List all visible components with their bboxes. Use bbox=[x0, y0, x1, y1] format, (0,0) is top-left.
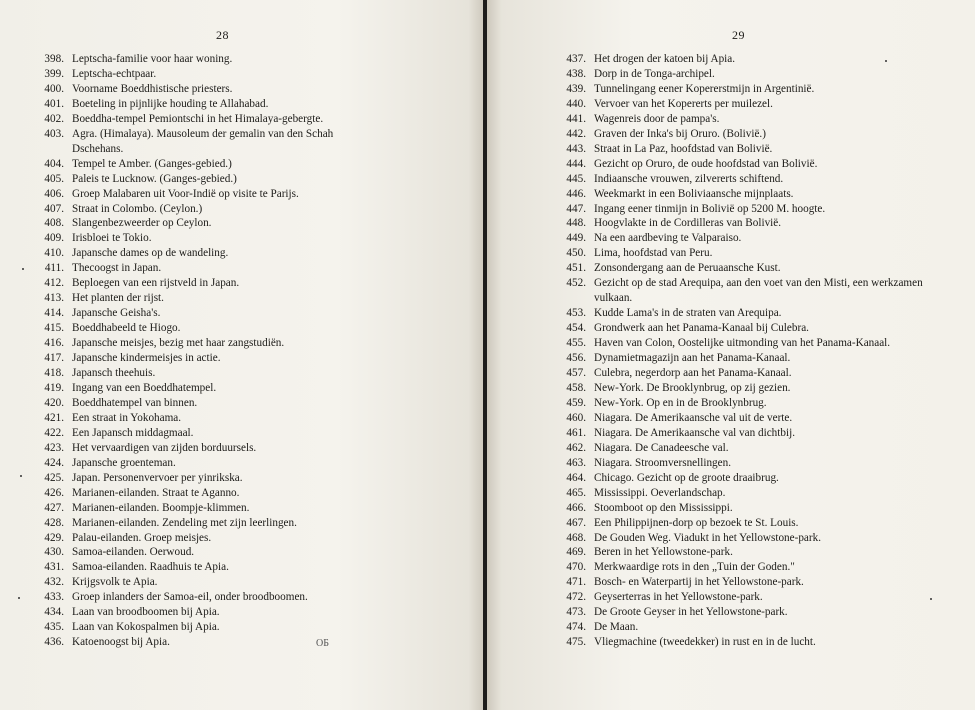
entry-text: Laan van broodboomen bij Apia. bbox=[72, 606, 220, 619]
entry-number: 417. bbox=[44, 352, 64, 365]
entry-text: Wagenreis door de pampa's. bbox=[594, 112, 720, 125]
entry-text: Hoogvlakte in de Cordilleras van Bolivië. bbox=[594, 217, 782, 230]
list-item bbox=[30, 426, 380, 441]
entry-text: Boeddhabeeld te Hiogo. bbox=[72, 322, 181, 335]
list-item bbox=[552, 351, 952, 366]
entry-number: 435. bbox=[44, 621, 64, 634]
list-item bbox=[552, 142, 952, 157]
entry-text: Katoenoogst bij Apia. bbox=[72, 636, 170, 649]
list-item bbox=[30, 291, 380, 306]
entry-number: 424. bbox=[44, 456, 64, 469]
list-item bbox=[552, 261, 952, 276]
entry-list-right bbox=[552, 52, 952, 650]
entry-text: Marianen-eilanden. Zendeling met zijn leerlingen. bbox=[72, 516, 297, 529]
entry-number: 434. bbox=[44, 606, 64, 619]
entry-number: 447. bbox=[566, 202, 586, 215]
entry-text: Een Philippijnen-dorp op bezoek te St. Louis. bbox=[594, 516, 799, 529]
list-item bbox=[552, 97, 952, 112]
entry-text: Merkwaardige rots in den „Tuin der Goden." bbox=[594, 561, 795, 574]
list-item bbox=[30, 306, 380, 321]
entry-number: 415. bbox=[44, 322, 64, 335]
entry-number: 432. bbox=[44, 576, 64, 589]
entry-text: Krijgsvolk te Apia. bbox=[72, 576, 158, 589]
entry-number: 399. bbox=[44, 67, 64, 80]
entry-number: 464. bbox=[566, 471, 586, 484]
entry-number: 470. bbox=[566, 561, 586, 574]
list-item bbox=[30, 396, 380, 411]
entry-text: Grondwerk aan het Panama-Kanaal bij Culebra. bbox=[594, 322, 809, 335]
entry-text: Japan. Personenvervoer per yinrikska. bbox=[72, 471, 243, 484]
entry-text: Samoa-eilanden. Oerwoud. bbox=[72, 546, 195, 559]
entry-text: Beploegen van een rijstveld in Japan. bbox=[72, 277, 240, 290]
entry-number: 425. bbox=[44, 471, 64, 484]
entry-number: 412. bbox=[44, 277, 64, 290]
entry-number: 410. bbox=[44, 247, 64, 260]
list-item bbox=[552, 157, 952, 172]
entry-number: 401. bbox=[44, 97, 64, 110]
entry-number: 408. bbox=[44, 217, 64, 230]
entry-number: 406. bbox=[44, 187, 64, 200]
entry-number: 420. bbox=[44, 396, 64, 409]
list-item bbox=[552, 396, 952, 411]
entry-number: 405. bbox=[44, 172, 64, 185]
entry-number: 441. bbox=[566, 112, 586, 125]
list-item bbox=[552, 560, 952, 575]
entry-text: Vliegmachine (tweedekker) in rust en in de lucht. bbox=[594, 636, 816, 649]
entry-text: Het planten der rijst. bbox=[72, 292, 164, 305]
list-item bbox=[30, 516, 380, 531]
list-item bbox=[30, 411, 380, 426]
entry-number: 402. bbox=[44, 112, 64, 125]
page-number-right: 29 bbox=[732, 28, 745, 42]
entry-text: Geyserterras in het Yellowstone-park. bbox=[594, 591, 763, 604]
entry-text: Bosch- en Waterpartij in het Yellowstone-park. bbox=[594, 576, 804, 589]
list-item bbox=[552, 336, 952, 351]
entry-number: 431. bbox=[44, 561, 64, 574]
entry-number: 455. bbox=[566, 337, 586, 350]
list-item bbox=[552, 187, 952, 202]
list-item bbox=[552, 112, 952, 127]
entry-text: Leptscha-familie voor haar woning. bbox=[72, 53, 233, 65]
entry-text: Dorp in de Tonga-archipel. bbox=[594, 67, 715, 80]
entry-text: Boeddha-tempel Pemiontschi in het Himalaya-gebergte. bbox=[72, 112, 324, 125]
entry-number: 437. bbox=[566, 53, 586, 65]
entry-number: 445. bbox=[566, 172, 586, 185]
entry-text: Haven van Colon, Oostelijke uitmonding van het Panama-Kanaal. bbox=[594, 337, 891, 350]
entry-text: Een Japansch middagmaal. bbox=[72, 426, 194, 439]
entry-text: Thecoogst in Japan. bbox=[72, 262, 162, 275]
list-item bbox=[30, 545, 380, 560]
list-item bbox=[552, 486, 952, 501]
list-item bbox=[552, 52, 952, 67]
entry-text: Straat in La Paz, hoofdstad van Bolivië. bbox=[594, 142, 773, 155]
entry-text: Kudde Lama's in de straten van Arequipa. bbox=[594, 307, 782, 320]
ink-speck bbox=[20, 475, 22, 477]
list-item bbox=[552, 366, 952, 381]
entry-text: De Groote Geyser in het Yellowstone-park. bbox=[594, 606, 788, 619]
list-item bbox=[552, 172, 952, 187]
list-item bbox=[552, 276, 952, 306]
entry-number: 465. bbox=[566, 486, 586, 499]
list-item bbox=[552, 545, 952, 560]
entry-number: 460. bbox=[566, 411, 586, 424]
entry-number: 453. bbox=[566, 307, 586, 320]
list-item bbox=[30, 231, 380, 246]
entry-number: 457. bbox=[566, 367, 586, 380]
list-item bbox=[30, 620, 380, 635]
list-item bbox=[552, 575, 952, 590]
entry-text: Ingang van een Boeddhatempel. bbox=[72, 381, 217, 394]
entry-text: Tempel te Amber. (Ganges-gebied.) bbox=[72, 157, 232, 170]
entry-number: 444. bbox=[566, 157, 586, 170]
list-item bbox=[552, 67, 952, 82]
list-item bbox=[552, 381, 952, 396]
entry-number: 422. bbox=[44, 426, 64, 439]
entry-number: 416. bbox=[44, 337, 64, 350]
entry-number: 421. bbox=[44, 411, 64, 424]
entry-text: Groep Malabaren uit Voor-Indië op visite te Parijs. bbox=[72, 187, 299, 200]
entry-number: 427. bbox=[44, 501, 64, 514]
entry-number: 448. bbox=[566, 217, 586, 230]
list-item bbox=[552, 426, 952, 441]
entry-number: 419. bbox=[44, 381, 64, 394]
entry-text: Zonsondergang aan de Peruaansche Kust. bbox=[594, 262, 781, 275]
right-page bbox=[487, 0, 975, 710]
entry-number: 467. bbox=[566, 516, 586, 529]
list-item bbox=[30, 52, 380, 67]
entry-text: Marianen-eilanden. Straat te Aganno. bbox=[72, 486, 240, 499]
entry-text: De Gouden Weg. Viadukt in het Yellowstone-park. bbox=[594, 531, 822, 544]
entry-text: Graven der Inka's bij Oruro. (Bolivië.) bbox=[594, 127, 766, 140]
entry-number: 440. bbox=[566, 97, 586, 110]
entry-text: Ingang eener tinmijn in Bolivië op 5200 M. hoogte. bbox=[594, 202, 826, 215]
entry-number: 414. bbox=[44, 307, 64, 320]
entry-number: 461. bbox=[566, 426, 586, 439]
entry-text: Vervoer van het Kopererts per muilezel. bbox=[594, 97, 773, 110]
list-item bbox=[552, 216, 952, 231]
list-item bbox=[30, 605, 380, 620]
entry-text: Het drogen der katoen bij Apia. bbox=[594, 53, 736, 65]
list-item bbox=[30, 216, 380, 231]
entry-number: 473. bbox=[566, 606, 586, 619]
entry-text: Irisbloei te Tokio. bbox=[72, 232, 152, 245]
entry-number: 463. bbox=[566, 456, 586, 469]
entry-text: Japansche meisjes, bezig met haar zangstudiën. bbox=[72, 337, 285, 350]
entry-number: 442. bbox=[566, 127, 586, 140]
entry-text: New-York. Op en in de Brooklynbrug. bbox=[594, 396, 767, 409]
list-item bbox=[30, 351, 380, 366]
entry-number: 429. bbox=[44, 531, 64, 544]
entry-text: Gezicht op Oruro, de oude hoofdstad van Bolivië. bbox=[594, 157, 818, 170]
list-item bbox=[30, 97, 380, 112]
entry-text: Samoa-eilanden. Raadhuis te Apia. bbox=[72, 561, 229, 574]
list-item bbox=[552, 441, 952, 456]
entry-number: 450. bbox=[566, 247, 586, 260]
list-item bbox=[552, 471, 952, 486]
entry-text: Marianen-eilanden. Boompje-klimmen. bbox=[72, 501, 250, 514]
entry-text: Culebra, negerdorp aan het Panama-Kanaal. bbox=[594, 367, 792, 380]
entry-number: 409. bbox=[44, 232, 64, 245]
entry-text: Japansche groenteman. bbox=[72, 456, 176, 469]
entry-text: Niagara. De Canadeesche val. bbox=[594, 441, 729, 454]
entry-number: 471. bbox=[566, 576, 586, 589]
entry-text: Dynamietmagazijn aan het Panama-Kanaal. bbox=[594, 352, 791, 365]
list-item bbox=[30, 67, 380, 82]
entry-text: Boeddhatempel van binnen. bbox=[72, 396, 198, 409]
list-item bbox=[30, 471, 380, 486]
list-item bbox=[30, 456, 380, 471]
entry-text: Gezicht op de stad Arequipa, aan den voet van den Misti, een werkzamen vulkaan. bbox=[594, 277, 923, 305]
entry-number: 407. bbox=[44, 202, 64, 215]
entry-list-left bbox=[30, 52, 380, 650]
list-item bbox=[30, 366, 380, 381]
list-item bbox=[30, 246, 380, 261]
ink-speck bbox=[22, 268, 24, 270]
left-page bbox=[0, 0, 483, 710]
entry-text: Leptscha-echtpaar. bbox=[72, 67, 157, 80]
list-item bbox=[30, 336, 380, 351]
list-item bbox=[30, 82, 380, 97]
entry-number: 433. bbox=[44, 591, 64, 604]
entry-number: 418. bbox=[44, 367, 64, 380]
entry-number: 413. bbox=[44, 292, 64, 305]
list-item bbox=[552, 321, 952, 336]
ink-speck bbox=[18, 597, 20, 599]
list-item bbox=[552, 127, 952, 142]
entry-text: Niagara. De Amerikaansche val uit de verte. bbox=[594, 411, 793, 424]
entry-number: 452. bbox=[566, 277, 586, 290]
list-item bbox=[30, 381, 380, 396]
list-item bbox=[552, 501, 952, 516]
entry-number: 423. bbox=[44, 441, 64, 454]
entry-number: 426. bbox=[44, 486, 64, 499]
list-item bbox=[552, 605, 952, 620]
list-item bbox=[30, 127, 380, 157]
entry-number: 443. bbox=[566, 142, 586, 155]
list-item bbox=[30, 261, 380, 276]
entry-text: Chicago. Gezicht op de groote draaibrug. bbox=[594, 471, 779, 484]
list-item bbox=[552, 306, 952, 321]
entry-number: 428. bbox=[44, 516, 64, 529]
entry-number: 439. bbox=[566, 82, 586, 95]
entry-number: 462. bbox=[566, 441, 586, 454]
entry-text: Stoomboot op den Mississippi. bbox=[594, 501, 733, 514]
list-item bbox=[552, 246, 952, 261]
entry-text: Beren in het Yellowstone-park. bbox=[594, 546, 733, 559]
list-item bbox=[30, 501, 380, 516]
entry-text: Niagara. Stroomversnellingen. bbox=[594, 456, 732, 469]
entry-text: Laan van Kokospalmen bij Apia. bbox=[72, 621, 220, 634]
entry-text: Weekmarkt in een Boliviaansche mijnplaats. bbox=[594, 187, 794, 200]
entry-number: 398. bbox=[44, 53, 64, 65]
entry-text: Indiaansche vrouwen, zilvererts schiftend. bbox=[594, 172, 784, 185]
list-item bbox=[30, 531, 380, 546]
entry-number: 454. bbox=[566, 322, 586, 335]
entry-text: Tunnelingang eener Kopererstmijn in Argentinië. bbox=[594, 82, 815, 95]
ink-speck bbox=[930, 598, 932, 600]
entry-text: Na een aardbeving te Valparaiso. bbox=[594, 232, 742, 245]
entry-text: Boeteling in pijnlijke houding te Allahabad. bbox=[72, 97, 269, 110]
entry-number: 403. bbox=[44, 127, 64, 140]
entry-number: 468. bbox=[566, 531, 586, 544]
entry-number: 436. bbox=[44, 636, 64, 649]
list-item bbox=[30, 590, 380, 605]
entry-text: Japansch theehuis. bbox=[72, 367, 156, 380]
entry-text: Straat in Colombo. (Ceylon.) bbox=[72, 202, 203, 215]
entry-text: Agra. (Himalaya). Mausoleum der gemalin van den Schah Dschehans. bbox=[72, 127, 334, 155]
list-item bbox=[30, 441, 380, 456]
entry-number: 438. bbox=[566, 67, 586, 80]
entry-number: 451. bbox=[566, 262, 586, 275]
entry-text: Slangenbezweerder op Ceylon. bbox=[72, 217, 212, 230]
entry-number: 459. bbox=[566, 396, 586, 409]
list-item bbox=[30, 321, 380, 336]
list-item bbox=[30, 276, 380, 291]
list-item bbox=[552, 411, 952, 426]
entry-text: De Maan. bbox=[594, 621, 639, 634]
entry-text: Lima, hoofdstad van Peru. bbox=[594, 247, 713, 260]
list-item bbox=[552, 531, 952, 546]
entry-text: Mississippi. Oeverlandschap. bbox=[594, 486, 726, 499]
entry-number: 474. bbox=[566, 621, 586, 634]
list-item bbox=[30, 172, 380, 187]
entry-text: Japansche Geisha's. bbox=[72, 307, 161, 320]
entry-text: Japansche kindermeisjes in actie. bbox=[72, 352, 221, 365]
list-item bbox=[552, 202, 952, 217]
list-item bbox=[30, 112, 380, 127]
entry-number: 466. bbox=[566, 501, 586, 514]
entry-number: 446. bbox=[566, 187, 586, 200]
entry-text: Niagara. De Amerikaansche val van dichtbij. bbox=[594, 426, 795, 439]
list-item bbox=[552, 635, 952, 650]
list-item bbox=[30, 560, 380, 575]
list-item bbox=[30, 202, 380, 217]
entry-text: Groep inlanders der Samoa-eil, onder broodboomen. bbox=[72, 591, 308, 604]
entry-number: 475. bbox=[566, 636, 586, 649]
list-item bbox=[30, 157, 380, 172]
library-stamp: ОБ bbox=[316, 638, 329, 649]
list-item bbox=[552, 456, 952, 471]
entry-text: Het vervaardigen van zijden borduursels. bbox=[72, 441, 257, 454]
list-item bbox=[552, 231, 952, 246]
list-item bbox=[552, 620, 952, 635]
list-item bbox=[30, 575, 380, 590]
entry-number: 469. bbox=[566, 546, 586, 559]
entry-text: New-York. De Brooklynbrug, op zij gezien. bbox=[594, 381, 791, 394]
entry-number: 458. bbox=[566, 381, 586, 394]
list-item bbox=[552, 590, 952, 605]
entry-text: Voorname Boeddhistische priesters. bbox=[72, 82, 233, 95]
entry-number: 411. bbox=[44, 262, 64, 275]
entry-number: 456. bbox=[566, 352, 586, 365]
entry-text: Japansche dames op de wandeling. bbox=[72, 247, 229, 260]
list-item bbox=[552, 82, 952, 97]
list-item bbox=[30, 187, 380, 202]
entry-number: 449. bbox=[566, 232, 586, 245]
list-item bbox=[552, 516, 952, 531]
entry-number: 400. bbox=[44, 82, 64, 95]
entry-number: 472. bbox=[566, 591, 586, 604]
list-item bbox=[30, 486, 380, 501]
entry-text: Paleis te Lucknow. (Ganges-gebied.) bbox=[72, 172, 237, 185]
ink-speck bbox=[885, 60, 887, 62]
page-number-left: 28 bbox=[216, 28, 229, 42]
entry-text: Een straat in Yokohama. bbox=[72, 411, 182, 424]
entry-number: 404. bbox=[44, 157, 64, 170]
entry-text: Palau-eilanden. Groep meisjes. bbox=[72, 531, 212, 544]
entry-number: 430. bbox=[44, 546, 64, 559]
